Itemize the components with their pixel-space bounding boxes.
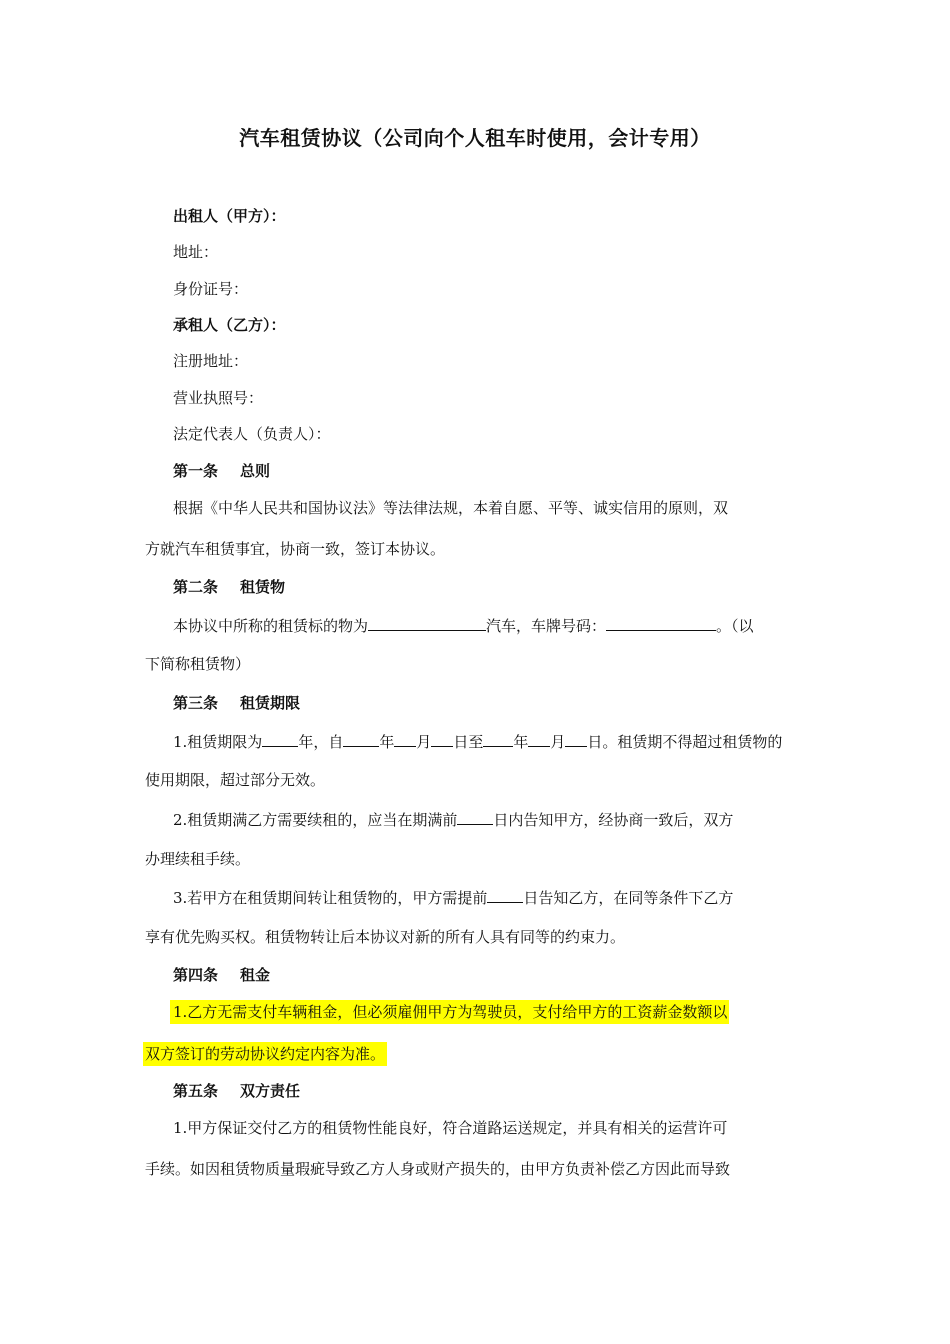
article-3-item-1-line-2: 使用期限，超过部分无效。 <box>145 771 326 789</box>
text-span: 年 <box>513 733 529 751</box>
text-span: 1.租赁期限为 <box>173 733 263 751</box>
article-4-name: 租金 <box>240 966 271 984</box>
article-2-text-b: 汽车，车牌号码： <box>486 617 607 635</box>
lessor-address: 地址： <box>173 243 219 261</box>
text-span: 日内告知甲方，经协商一致后，双方 <box>493 811 734 829</box>
start-day-blank <box>431 730 453 747</box>
article-2-number: 第二条 <box>173 578 219 596</box>
article-2-text-a: 本协议中所称的租赁标的物为 <box>173 617 369 635</box>
text-span: 日至 <box>453 733 484 751</box>
article-2-text-c: 。（以 <box>716 617 754 635</box>
text-span: 年，自 <box>298 733 344 751</box>
article-3-item-2-line-1 <box>173 808 733 830</box>
end-day-blank <box>565 730 587 747</box>
lessee-label: 承租人（乙方）： <box>173 316 286 334</box>
article-3-item-3-line-2: 享有优先购买权。租赁物转让后本协议对新的所有人具有同等的约束力。 <box>145 928 626 946</box>
article-3-number: 第三条 <box>173 694 219 712</box>
renewal-notice-days-blank <box>457 808 493 825</box>
article-1-line-1 <box>173 498 805 518</box>
article-1-text-1: 根据《中华人民共和国协议法》等法律法规，本着自愿、平等、诚实信用的原则，双 <box>173 499 729 517</box>
document-title: 汽车租赁协议（公司向个人租车时使用，会计专用） <box>239 126 711 150</box>
article-3-item-3-line-1 <box>173 886 733 908</box>
article-2-name: 租赁物 <box>240 578 286 596</box>
article-5-name: 双方责任 <box>240 1082 301 1100</box>
article-4-highlight-line-2: 双方签订的劳动协议约定内容为准。 <box>143 1042 387 1066</box>
lessor-label: 出租人（甲方）： <box>173 207 286 225</box>
lessor-id-number: 身份证号： <box>173 280 249 298</box>
lessee-reg-address: 注册地址： <box>173 352 249 370</box>
article-1-number: 第一条 <box>173 462 219 480</box>
article-1-line-2: 方就汽车租赁事宜，协商一致，签订本协议。 <box>145 540 446 558</box>
article-2-line-1 <box>173 614 754 636</box>
article-4-heading <box>173 965 270 985</box>
article-5-number: 第五条 <box>173 1082 219 1100</box>
article-2-heading <box>173 577 285 597</box>
article-1-heading <box>173 461 270 481</box>
end-year-blank <box>483 730 513 747</box>
article-4-number: 第四条 <box>173 966 219 984</box>
vehicle-model-blank <box>368 614 486 631</box>
article-3-name: 租赁期限 <box>240 694 301 712</box>
lessee-license: 营业执照号： <box>173 389 264 407</box>
article-4-highlight-line-1: 1.乙方无需支付车辆租金，但必须雇佣甲方为驾驶员，支付给甲方的工资薪金数额以 <box>170 1000 729 1024</box>
article-5-heading <box>173 1081 300 1101</box>
end-month-blank <box>528 730 550 747</box>
text-span: 日。租赁期不得超过租赁物的 <box>587 733 783 751</box>
text-span: 3.若甲方在租赁期间转让租赁物的，甲方需提前 <box>173 889 488 907</box>
text-span: 月 <box>416 733 432 751</box>
transfer-notice-days-blank <box>487 886 523 903</box>
term-years-blank <box>262 730 298 747</box>
text-span: 年 <box>379 733 395 751</box>
article-3-item-1-line-1 <box>173 730 782 752</box>
text-span: 月 <box>550 733 566 751</box>
article-5-line-2: 手续。如因租赁物质量瑕疵导致乙方人身或财产损失的，由甲方负责补偿乙方因此而导致 <box>145 1160 731 1178</box>
article-5-line-1: 1.甲方保证交付乙方的租赁物性能良好，符合道路运送规定，并具有相关的运营许可 <box>173 1119 728 1137</box>
plate-number-blank <box>606 614 716 631</box>
article-3-item-2-line-2: 办理续租手续。 <box>145 850 251 868</box>
start-month-blank <box>394 730 416 747</box>
article-3-heading <box>173 693 300 713</box>
text-span: 2.租赁期满乙方需要续租的，应当在期满前 <box>173 811 458 829</box>
article-2-line-2: 下简称租赁物） <box>145 655 251 673</box>
start-year-blank <box>343 730 379 747</box>
text-span: 日告知乙方，在同等条件下乙方 <box>523 889 734 907</box>
lessee-legal-rep: 法定代表人（负责人）： <box>173 425 331 443</box>
article-1-name: 总则 <box>240 462 271 480</box>
